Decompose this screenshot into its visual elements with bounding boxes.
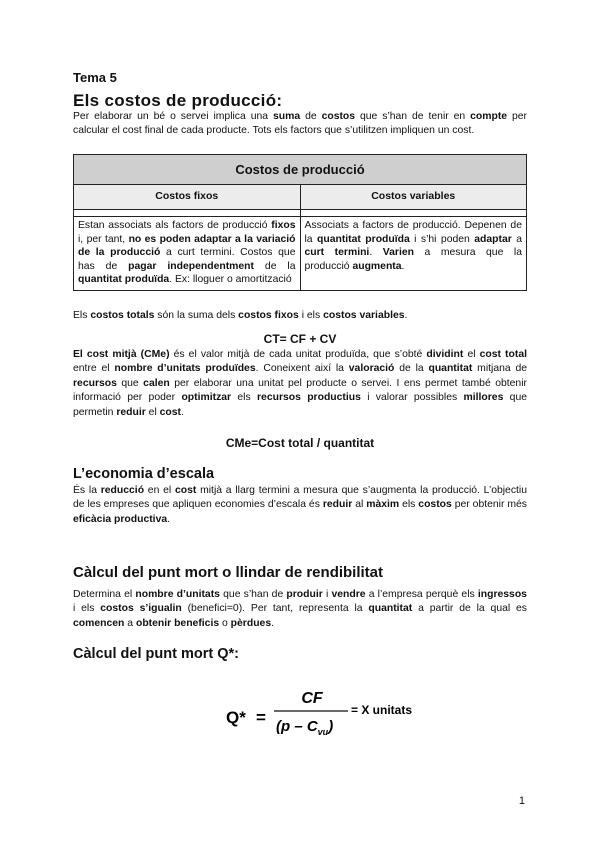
formula-denominator: $(p - C_{vu})$ [276,718,334,737]
total-costs-sentence: Els costos totals són la suma dels costos fixos i els costos variables. [73,310,408,321]
fixed-costs-header: Costos fixos [74,185,301,210]
variable-costs-description: Associats a factors de producció. Depenen de la quantitat produïda i s’hi poden adaptar a curt termini. Varien a mesura que la producció augmenta. [300,217,527,291]
formula-rhs: = X unitats [351,703,413,717]
break-even-heading: Càlcul del punt mort o llindar de rendibilitat [73,564,384,581]
production-costs-table [73,154,527,291]
economies-of-scale-heading: L’economia d’escala [73,466,215,482]
fixed-costs-description: Estan associats als factors de producció fixos i, per tant, no es poden adaptar a la variació de la producció a curt termini. Costos que has de pagar independentment de la quantitat produïda. Ex: lloguer o amortització [74,217,301,291]
break-even-formula [226,683,456,745]
page-number: 1 [518,795,525,807]
page-title: Els costos de producció: [73,91,283,110]
average-cost-paragraph: El cost mitjà (CMe) és el valor mitjà de cada unitat produïda, que s’obté dividint el cost total entre el nombre d’unitats produïdes. Coneixent així la valoració de la quantitat mitjana de recursos que calen per elaborar una unitat pel producte o servei. I ens permet també obtenir informació per poder optimitzar els recursos productius i valorar possibles millores que permetin reduir el cost. [73,349,528,418]
table-title: Costos de producció [74,155,527,185]
formula-lhs: Q* [226,708,246,727]
formula-cme: CMe=Cost total / quantitat [225,436,375,450]
formula-numerator: CF [301,690,323,707]
economies-of-scale-paragraph: És la reducció en el cost mitjà a llarg termini a mesura que s’augmenta la producció. L’objectiu de les empreses que apliquen economies d’escala és reduir al màxim els costos per obtenir més eficàcia productiva. [73,485,528,525]
variable-costs-header: Costos variables [300,185,527,210]
topic-number: Tema 5 [73,70,117,85]
break-even-calc-heading: Càlcul del punt mort Q*: [73,646,239,662]
break-even-paragraph: Determina el nombre d’unitats que s’han de produir i vendre a l’empresa perquè els ingressos i els costos s’igualin (benefici=0). Per tant, representa la quantitat a partir de la qual es comencen a obtenir beneficis o pèrdues. [73,589,527,629]
intro-paragraph: Per elaborar un bé o servei implica una suma de costos que s’han de tenir en compte per calcular el cost final de cada producte. Tots els factors que s’utilitzen impliquen un cost. [73,111,528,137]
formula-ct: CT= CF + CV [263,332,337,346]
formula-equals: = [256,708,266,727]
